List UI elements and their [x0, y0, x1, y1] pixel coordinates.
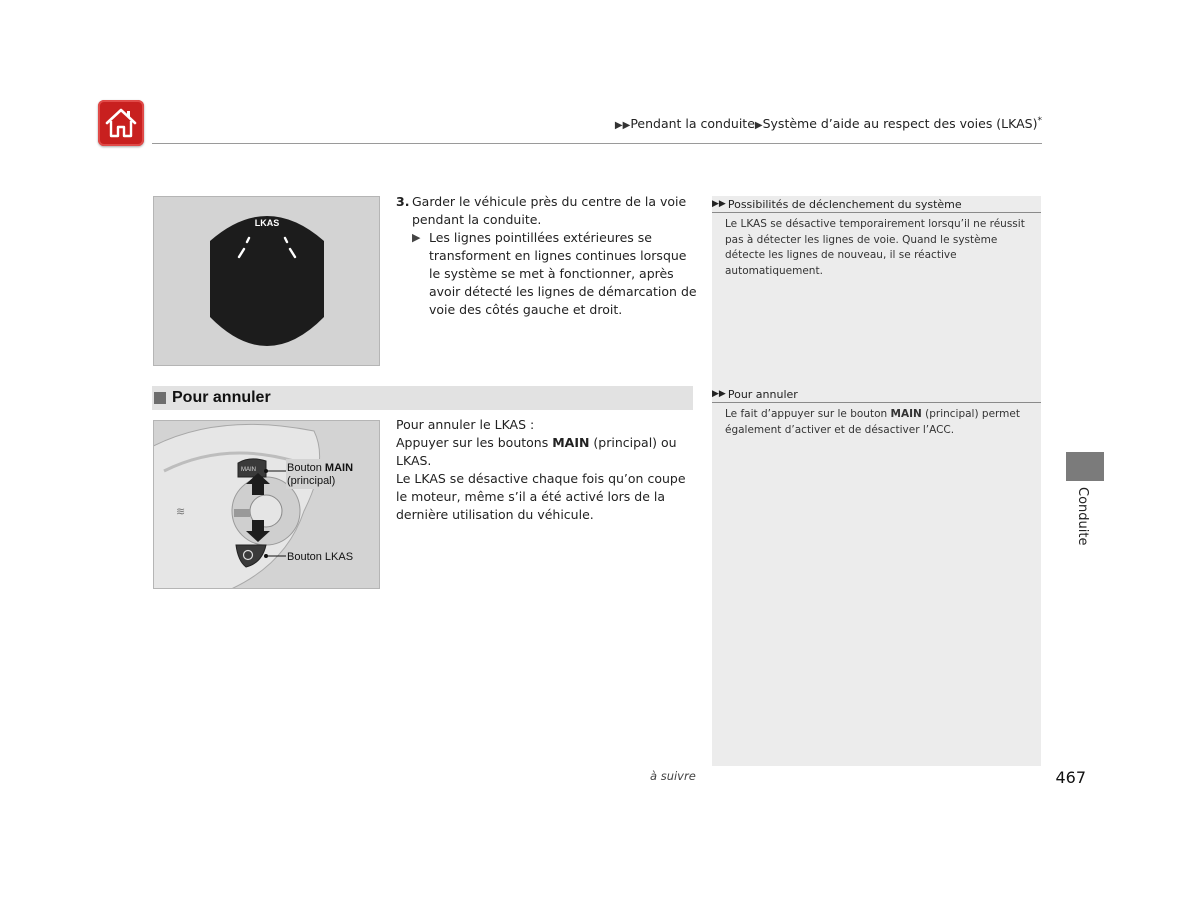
cancel-line1: Pour annuler le LKAS : [396, 417, 535, 432]
steering-wheel-figure [153, 420, 380, 589]
triangle-right-icon: ▶ [412, 231, 421, 244]
note-icon: ▶▶ [712, 199, 726, 209]
triangle-right-icon: ▶▶ [614, 120, 631, 132]
note-icon: ▶▶ [712, 389, 726, 399]
cancel-line2: Appuyer sur les boutons MAIN (principal) ou LKAS. [396, 435, 677, 468]
home-button[interactable] [98, 100, 144, 146]
chapter-tab[interactable] [1066, 452, 1104, 481]
breadcrumb-item-current: Système d’aide au respect des voies (LKAS) [762, 116, 1038, 132]
section-title: Pour annuler [172, 389, 271, 406]
chapter-tab-label: Conduite [1075, 486, 1090, 546]
cancel-instructions [396, 416, 696, 524]
steering-wheel-illustration [154, 421, 379, 588]
label-main-button: Bouton MAIN [287, 462, 354, 474]
label-main-button-suffix: (principal) [287, 475, 336, 487]
step-result-text: Les lignes pointillées extérieures se transforment en lignes continues lorsque le système se met à fonctionner, après avoir détecté les lignes de démarcation de voie des côtés gauche et droit. [429, 230, 697, 317]
note-body: Le LKAS se désactive temporairement lorsqu’il ne réussit pas à détecter les lignes de voie. Quand le système détecte les lignes de nouveau, il se réactive automatiquement. [725, 218, 1025, 277]
square-bullet-icon [154, 392, 166, 404]
cancel-para2: Le LKAS se désactive chaque fois qu’on coupe le moteur, même s’il a été activé lors de la dernière utilisation du véhicule. [396, 471, 686, 522]
continued-label: à suivre [650, 769, 696, 783]
breadcrumb [560, 116, 1042, 131]
breadcrumb-item[interactable]: Pendant la conduite [630, 116, 755, 132]
wheel-decor-icon: ≋ [176, 505, 186, 518]
lkas-display-label: LKAS [254, 218, 280, 228]
main-button-text: MAIN [241, 467, 256, 473]
label-lkas-button: Bouton LKAS [287, 551, 354, 563]
breadcrumb-star: * [1037, 116, 1042, 126]
triangle-right-icon: ▶ [754, 120, 763, 132]
step-text: Garder le véhicule près du centre de la voie pendant la conduite. [412, 194, 687, 227]
section-heading [152, 386, 693, 410]
home-icon [104, 107, 138, 139]
page-number: 467 [1055, 768, 1086, 787]
note-heading: ▶▶ Possibilités de déclenchement du système [712, 196, 1041, 213]
step-number: 3. [396, 194, 410, 209]
note-body: Le fait d’appuyer sur le bouton MAIN (principal) permet également d’activer et de désactiver l’ACC. [725, 408, 1020, 436]
step-result [412, 229, 697, 319]
note-heading: ▶▶ Pour annuler [712, 386, 1041, 403]
notes-sidebar [712, 196, 1041, 766]
lkas-display-figure [153, 196, 380, 366]
lkas-display-illustration [154, 197, 379, 365]
header-divider [152, 143, 1042, 144]
